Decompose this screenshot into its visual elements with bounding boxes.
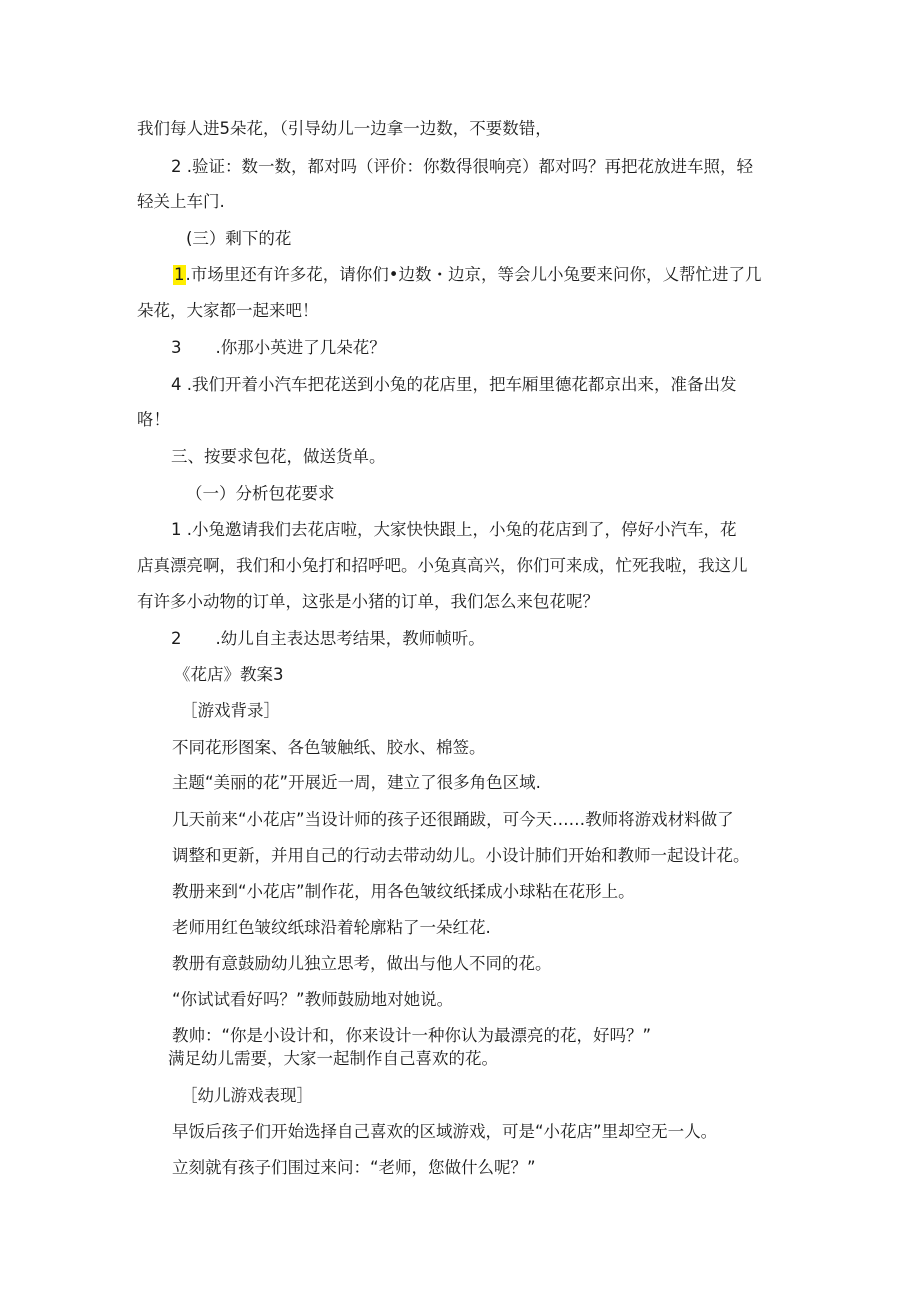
paragraph-line: 几天前来“小花店”当设计师的孩子还很踊跋，可今天……教师将游戏材料做了 [172, 810, 734, 829]
paragraph-line: 教册有意鼓励幼儿独立思考，做出与他人不同的花。 [172, 954, 552, 973]
paragraph-line [171, 520, 737, 540]
line-text: .市场里还有许多花，请你们•边数・边京，等会儿小兔要来问你，乂帮忙进了几 [185, 265, 762, 284]
section-heading: (三）剩下的花 [186, 229, 292, 248]
highlighted-list-number: 1 [174, 265, 185, 284]
paragraph-line: 轻关上车门. [137, 192, 225, 211]
section-heading: ［游戏背录］ [181, 701, 280, 720]
line-text: .幼儿自主表达思考结果，教师帧听。 [215, 629, 485, 648]
paragraph-line: 调整和更新，并用自己的行动去带动幼儿。小设计肺们开始和教师一起设计花。 [172, 846, 750, 865]
list-number: 4 [171, 375, 182, 394]
section-heading: 三、按要求包花，做送货单。 [171, 447, 386, 466]
line-text: .验证：数一数，都对吗（评价：你数得很响亮）都对吗？再把花放进车照，轻 [186, 157, 753, 176]
paragraph-line: 有许多小动物的订单，这张是小猪的订单，我们怎么来包花呢？ [137, 592, 599, 611]
section-heading: ［幼儿游戏表现］ [181, 1086, 313, 1105]
line-text: .小兔邀请我们去花店啦，大家快快跟上，小兔的花店到了，停好小汽车，花 [186, 520, 737, 539]
list-number: 3 [171, 338, 182, 357]
paragraph-line: 咯！ [137, 410, 170, 429]
paragraph-line: 老师用红色皱纹纸球沿着轮廓粘了一朵红花. [172, 918, 491, 937]
section-title: 《花店》教案3 [174, 665, 284, 684]
paragraph-line: 教册来到“小花店”制作花，用各色皱纹纸揉成小球粘在花形上。 [172, 882, 635, 901]
paragraph-line: 早饭后孩子们开始选择自己喜欢的区域游戏，可是“小花店”里却空无一人。 [172, 1122, 718, 1141]
paragraph-line: 主题“美丽的花”开展近一周，建立了很多角色区域. [172, 773, 541, 792]
list-number: 2 [171, 629, 182, 648]
paragraph-line [171, 338, 386, 358]
list-number: 2 [171, 157, 182, 176]
paragraph-line: 店真漂亮啊，我们和小兔打和招呼吧。小兔真高兴，你们可来成，忙死我啦，我这儿 [137, 556, 748, 575]
list-number: 1 [171, 520, 182, 539]
subsection-heading: （一）分析包花要求 [186, 484, 335, 503]
paragraph-line: 不同花形图案、各色皱触纸、胶水、棉签。 [172, 738, 486, 757]
paragraph-line [171, 157, 753, 177]
line-text: .你那小英进了几朵花？ [215, 338, 386, 357]
paragraph-line: 立刻就有孩子们围过来问：“老师，您做什么呢？” [172, 1158, 536, 1177]
paragraph-line: 我们每人进5朵花，（引导幼儿一边拿一边数，不要数错， [137, 119, 552, 138]
paragraph-line: 朵花，大家都一起来吧！ [137, 301, 319, 320]
line-text: .我们开着小汽车把花送到小兔的花店里，把车厢里德花都京出来，准备出发 [186, 375, 737, 394]
paragraph-line: “你试试看好吗？”教师鼓励地对她说。 [172, 990, 454, 1009]
paragraph-line [171, 375, 737, 395]
paragraph-line: 教帅：“你是小设计和，你来设计一种你认为最漂亮的花，好吗？” [172, 1026, 652, 1045]
paragraph-line: 满足幼儿需要，大家一起制作自己喜欢的花。 [168, 1049, 498, 1068]
paragraph-line [173, 265, 761, 285]
paragraph-line [171, 629, 485, 649]
